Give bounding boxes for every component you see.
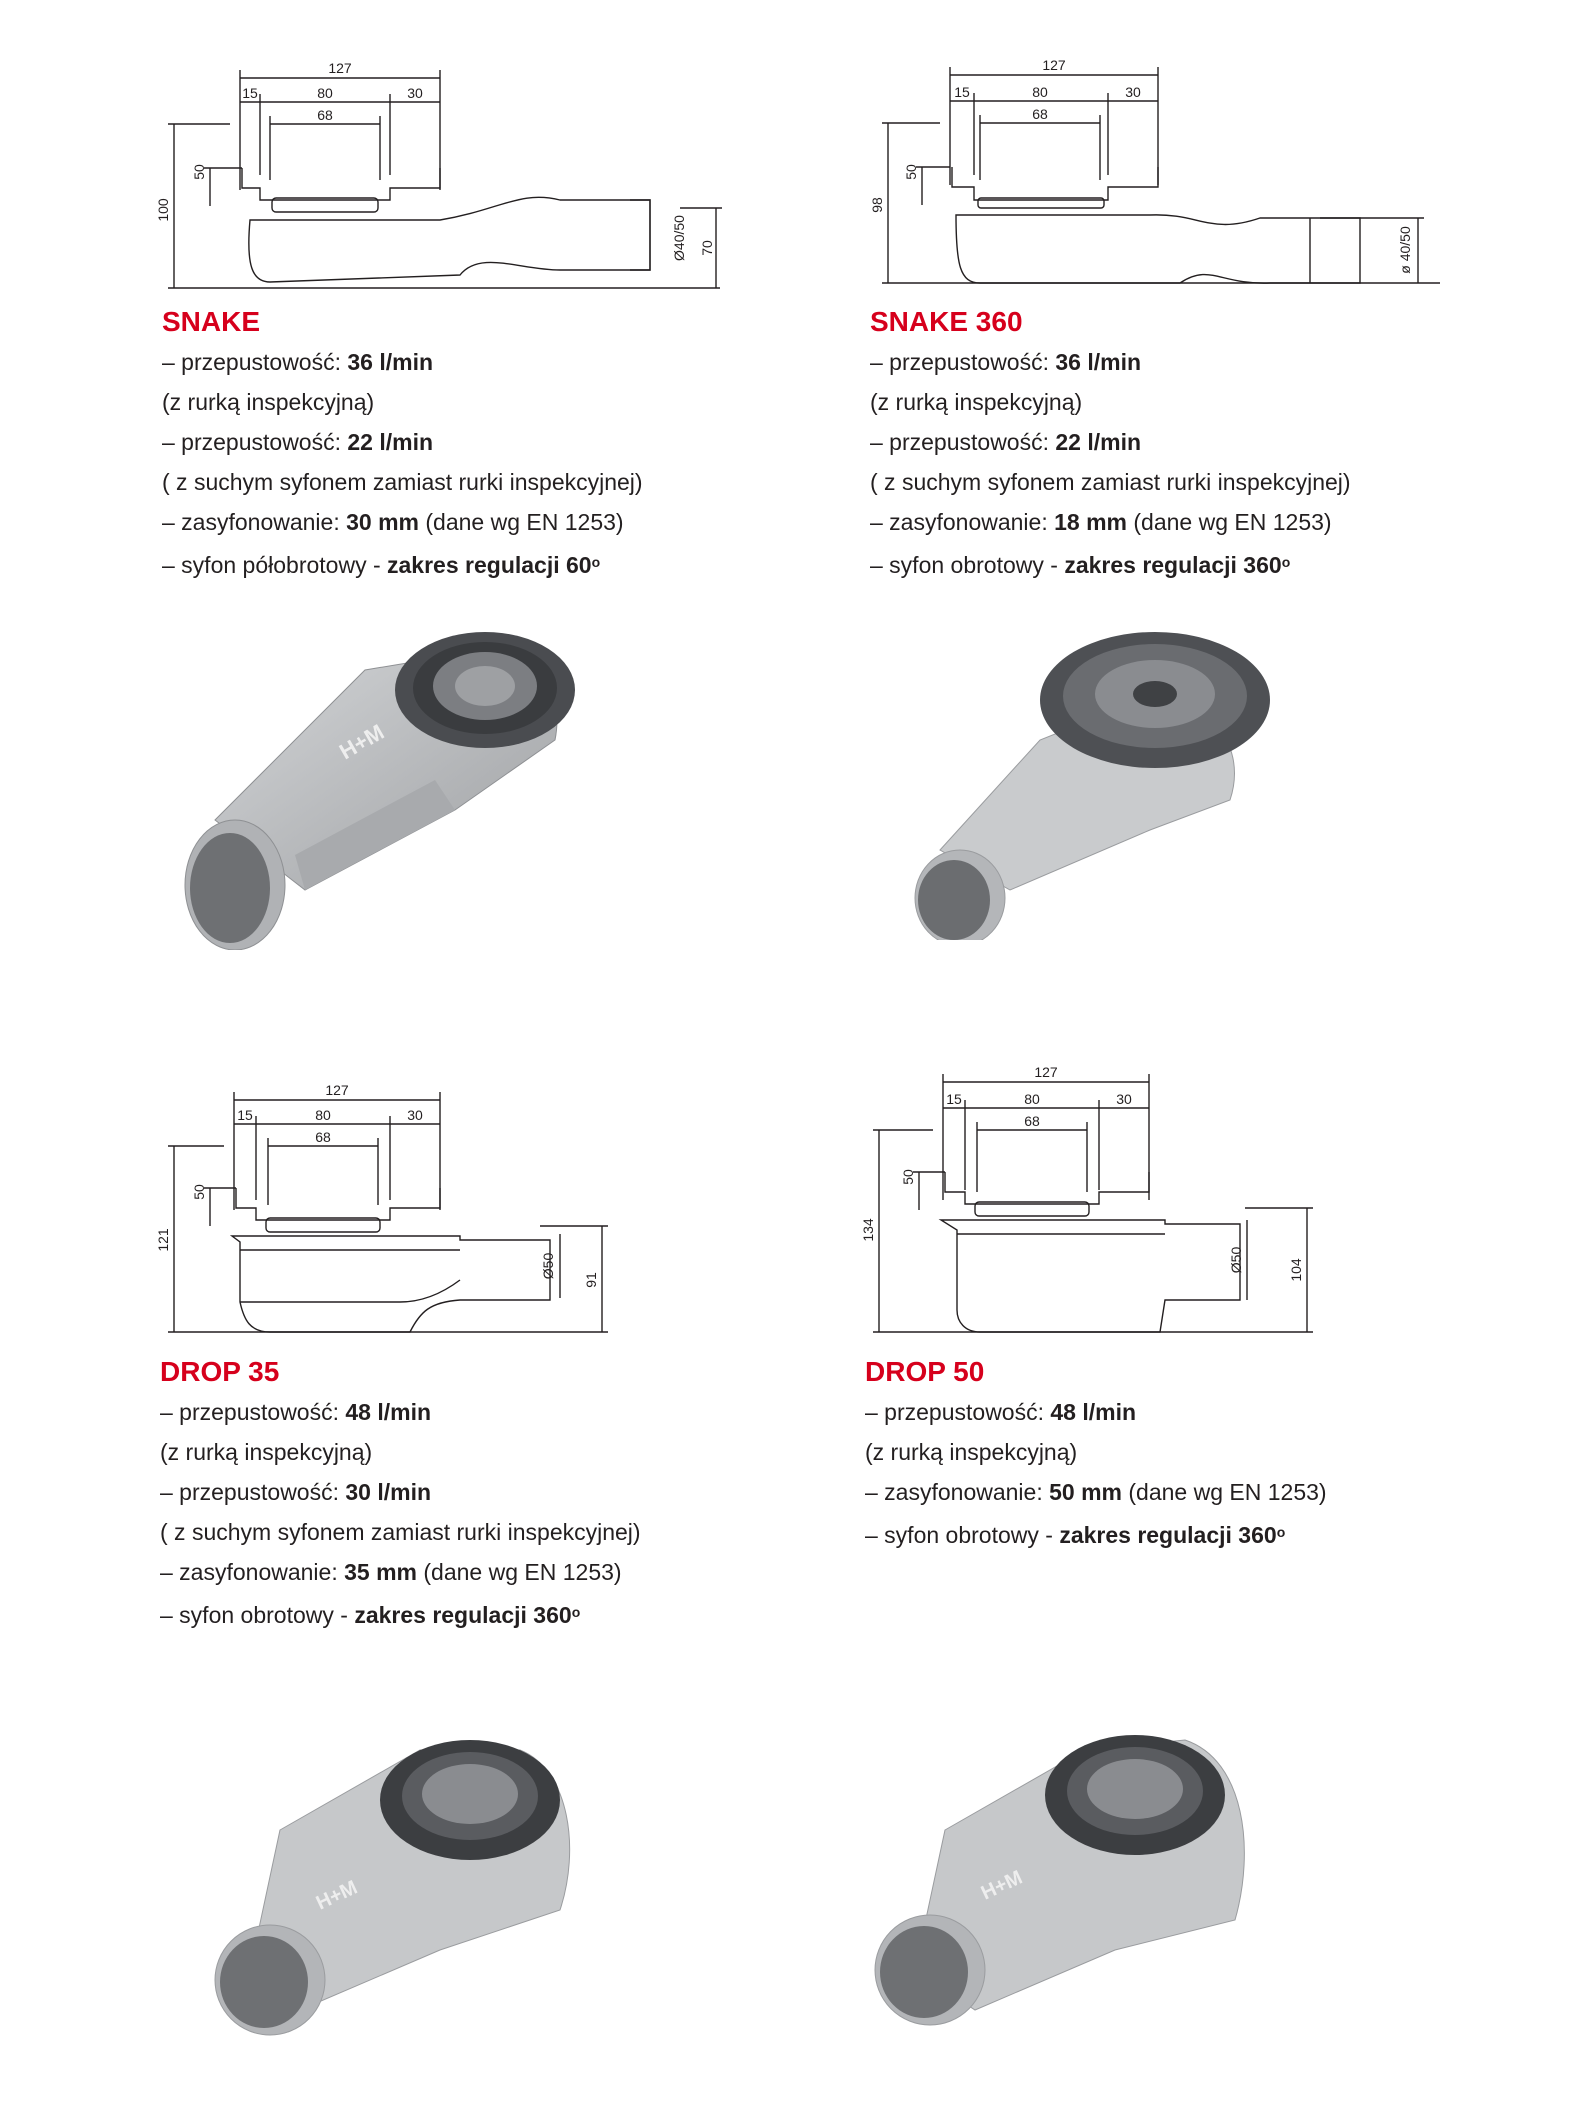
degree-sign: o (1276, 1524, 1286, 1540)
degree-sign: o (591, 554, 601, 570)
spec-value: zakres regulacji 360 (1059, 1522, 1277, 1548)
photo-snake-360 (870, 630, 1330, 940)
dim-right: 30 (407, 1107, 423, 1123)
dim-h-total: 121 (155, 1228, 171, 1252)
photo-drop-50 (835, 1700, 1275, 2040)
spec-drop-35 (160, 1352, 860, 1635)
drawing-snake (155, 60, 760, 290)
spec-value: 30 l/min (345, 1479, 432, 1505)
spec-line: (z rurką inspekcyjną) (162, 389, 375, 415)
dim-total: 127 (328, 60, 352, 76)
photo-logo: H+M (977, 1866, 1026, 1905)
spec-value: 30 mm (346, 509, 419, 535)
spec-lines (162, 342, 862, 585)
spec-snake (162, 302, 862, 585)
dim-h-outlet: 104 (1288, 1258, 1304, 1282)
dim-left: 15 (242, 85, 258, 101)
drawing-drop-35 (155, 1080, 640, 1340)
spec-line: – zasyfonowanie: 50 mm (dane wg EN 1253) (865, 1479, 1327, 1505)
spec-line: – syfon półobrotowy - zakres regulacji 60$^o$ (162, 552, 601, 578)
spec-value: 35 mm (344, 1559, 417, 1585)
dim-h-total: 134 (860, 1218, 876, 1242)
product-title: SNAKE (162, 306, 261, 337)
product-title: DROP 50 (865, 1356, 985, 1387)
dim-h-top: 50 (900, 1169, 916, 1185)
dim-right: 30 (1116, 1091, 1132, 1107)
dim-inner: 68 (1032, 106, 1048, 122)
spec-value: 36 l/min (1055, 349, 1142, 375)
dim-inner: 68 (315, 1129, 331, 1145)
spec-value: 18 mm (1054, 509, 1127, 535)
dim-h-outlet: 70 (699, 240, 715, 256)
spec-drop-50 (865, 1352, 1565, 1555)
spec-lines (870, 342, 1570, 585)
spec-line: ( z suchym syfonem zamiast rurki inspekcyjnej) (870, 469, 1351, 495)
spec-line: – przepustowość: 48 l/min (160, 1399, 432, 1425)
dim-h-total: 100 (155, 198, 171, 222)
dim-h-total: 98 (869, 197, 885, 213)
spec-value: 48 l/min (1050, 1399, 1137, 1425)
photo-snake (155, 630, 635, 950)
dim-mid: 80 (1024, 1091, 1040, 1107)
spec-line: – przepustowość: 30 l/min (160, 1479, 432, 1505)
dim-mid: 80 (317, 85, 333, 101)
dim-h-top: 50 (191, 1184, 207, 1200)
dim-right: 30 (407, 85, 423, 101)
dim-mid: 80 (315, 1107, 331, 1123)
spec-line: (z rurką inspekcyjną) (870, 389, 1083, 415)
spec-value: zakres regulacji 60 (387, 552, 592, 578)
dim-left: 15 (954, 84, 970, 100)
spec-line: – zasyfonowanie: 35 mm (dane wg EN 1253) (160, 1559, 622, 1585)
dim-right: 30 (1125, 84, 1141, 100)
spec-line: – syfon obrotowy - zakres regulacji 360$^o$ (870, 552, 1291, 578)
dim-pipe: Ø40/50 (671, 215, 687, 261)
drawing-drop-50 (860, 1060, 1345, 1340)
spec-line: – syfon obrotowy - zakres regulacji 360$^o$ (865, 1522, 1286, 1548)
spec-line: – zasyfonowanie: 30 mm (dane wg EN 1253) (162, 509, 624, 535)
spec-line: – przepustowość: 36 l/min (870, 349, 1142, 375)
spec-line: (z rurką inspekcyjną) (865, 1439, 1078, 1465)
dim-inner: 68 (317, 107, 333, 123)
spec-snake-360 (870, 302, 1570, 585)
spec-value: 22 l/min (347, 429, 434, 455)
spec-lines (160, 1392, 860, 1635)
spec-line: – przepustowość: 22 l/min (870, 429, 1142, 455)
dim-inner: 68 (1024, 1113, 1040, 1129)
spec-value: 48 l/min (345, 1399, 432, 1425)
spec-line: – zasyfonowanie: 18 mm (dane wg EN 1253) (870, 509, 1332, 535)
dim-left: 15 (237, 1107, 253, 1123)
dim-total: 127 (1034, 1064, 1058, 1080)
dim-total: 127 (1042, 57, 1066, 73)
dim-mid: 80 (1032, 84, 1048, 100)
dim-pipe: Ø50 (540, 1252, 556, 1280)
spec-value: 22 l/min (1055, 429, 1142, 455)
drawing-snake-360 (869, 55, 1460, 295)
spec-line: – przepustowość: 36 l/min (162, 349, 434, 375)
spec-line: – syfon obrotowy - zakres regulacji 360$^o$ (160, 1602, 581, 1628)
dim-h-top: 50 (191, 164, 207, 180)
dim-h-top: 50 (903, 164, 919, 180)
spec-line: – przepustowość: 22 l/min (162, 429, 434, 455)
product-title: DROP 35 (160, 1356, 280, 1387)
dim-total: 127 (325, 1082, 349, 1098)
spec-line: (z rurką inspekcyjną) (160, 1439, 373, 1465)
spec-line: ( z suchym syfonem zamiast rurki inspekcyjnej) (160, 1519, 641, 1545)
spec-value: 36 l/min (347, 349, 434, 375)
spec-value: 50 mm (1049, 1479, 1122, 1505)
spec-lines (865, 1392, 1565, 1555)
photo-logo: H+M (335, 719, 389, 765)
photo-drop-35 (180, 1710, 620, 2040)
spec-value: zakres regulacji 360 (354, 1602, 572, 1628)
dim-pipe: Ø50 (1228, 1246, 1244, 1274)
spec-line: – przepustowość: 48 l/min (865, 1399, 1137, 1425)
photo-logo: H+M (312, 1876, 361, 1915)
degree-sign: o (571, 1604, 581, 1620)
product-title: SNAKE 360 (870, 306, 1023, 337)
degree-sign: o (1281, 554, 1291, 570)
spec-line: ( z suchym syfonem zamiast rurki inspekcyjnej) (162, 469, 643, 495)
spec-value: zakres regulacji 360 (1064, 552, 1282, 578)
dim-left: 15 (946, 1091, 962, 1107)
dim-pipe: ø 40/50 (1397, 226, 1413, 274)
dim-h-outlet: 91 (583, 1272, 599, 1288)
